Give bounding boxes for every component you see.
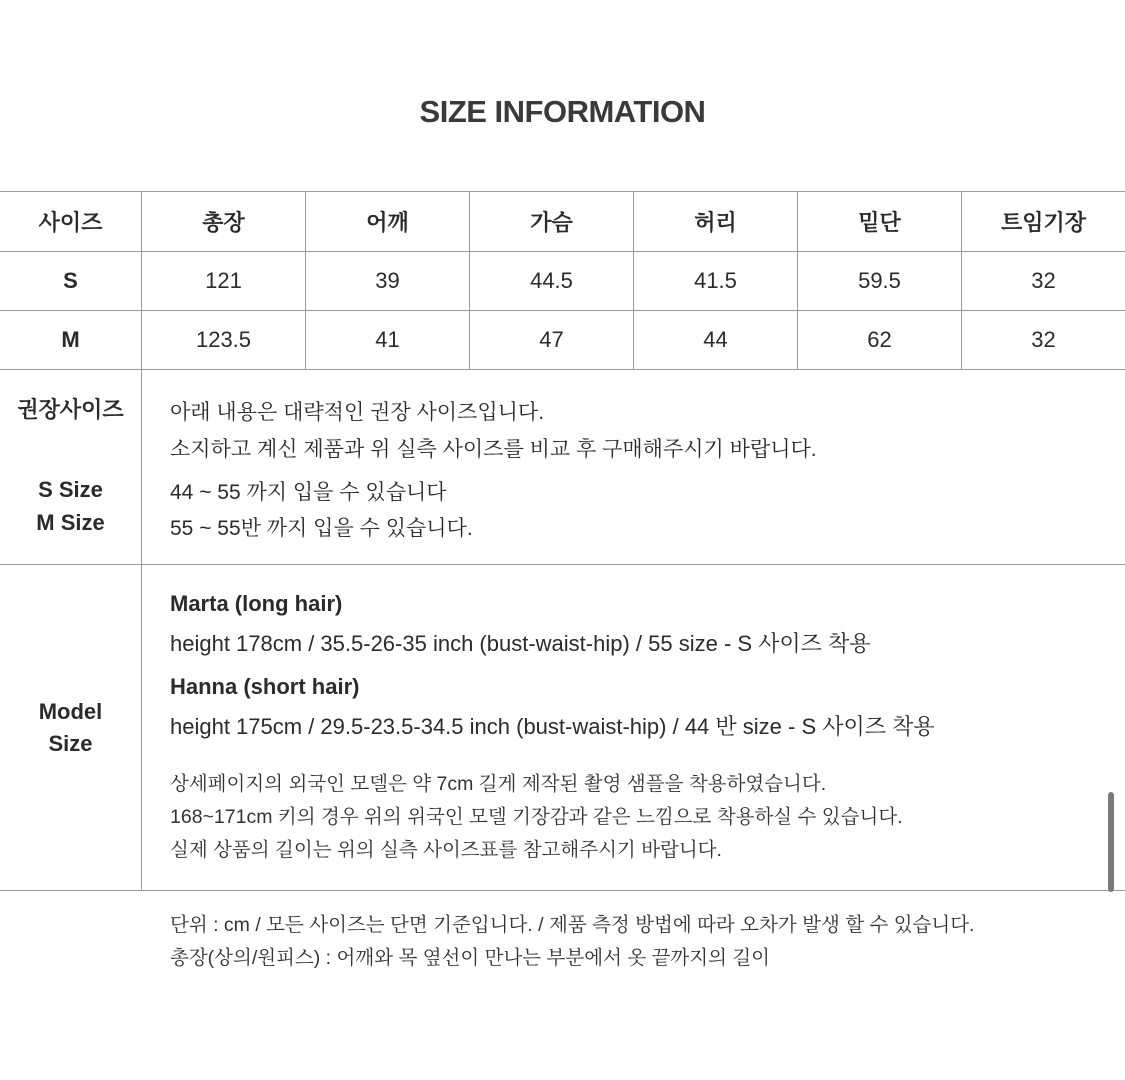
model-name: Marta (long hair) — [170, 591, 343, 616]
recommend-note: 소지하고 계신 제품과 위 실측 사이즈를 비교 후 구매해주시기 바랍니다. — [170, 438, 817, 461]
table-row-size-label: M — [61, 327, 80, 352]
table-cell: 44.5 — [530, 268, 573, 293]
table-cell: 121 — [205, 268, 242, 293]
table-header-waist: 허리 — [694, 209, 737, 235]
table-header-size: 사이즈 — [38, 209, 103, 235]
footer-note: 단위 : cm / 모든 사이즈는 단면 기준입니다. / 제품 측정 방법에 따라 오차가 발생 할 수 있습니다. — [170, 914, 975, 936]
model-label: Size — [48, 731, 93, 756]
model-detail: height 178cm / 35.5-26-35 inch (bust-waist-hip) / 55 size - S 사이즈 착용 — [170, 631, 871, 656]
model-note: 상세페이지의 외국인 모델은 약 7cm 길게 제작된 촬영 샘플을 착용하였습니다. — [170, 773, 827, 795]
footer-note: 총장(상의/원피스) : 어깨와 목 옆선이 만나는 부분에서 옷 끝까지의 길이 — [170, 947, 771, 969]
model-note: 실제 상품의 길이는 위의 실측 사이즈표를 참고해주시기 바랍니다. — [170, 839, 722, 861]
model-name: Hanna (short hair) — [170, 674, 360, 699]
recommend-size-label-m: M Size — [36, 510, 105, 535]
table-cell: 41.5 — [694, 268, 737, 293]
table-header-total-length: 총장 — [202, 209, 245, 235]
table-cell: 32 — [1031, 268, 1056, 293]
table-cell: 44 — [703, 327, 728, 352]
table-cell: 62 — [867, 327, 892, 352]
table-header-chest: 가슴 — [530, 209, 573, 235]
recommend-label: 권장사이즈 — [17, 397, 124, 422]
table-row-divider — [0, 369, 1125, 370]
recommend-size-s-text: 44 ~ 55 까지 입을 수 있습니다 — [170, 481, 447, 504]
table-row-size-label: S — [63, 268, 78, 293]
page-title: SIZE INFORMATION — [419, 94, 706, 129]
table-header-hem: 밑단 — [858, 209, 901, 235]
table-cell: 123.5 — [195, 327, 252, 352]
section-divider — [0, 890, 1125, 891]
recommend-size-label-s: S Size — [38, 477, 103, 502]
scrollbar[interactable] — [1108, 792, 1114, 892]
recommend-note: 아래 내용은 대략적인 권장 사이즈입니다. — [170, 401, 545, 424]
table-cell: 41 — [375, 327, 400, 352]
section-divider — [0, 564, 1125, 565]
table-header-slit-length: 트임기장 — [1000, 209, 1086, 235]
table-cell: 32 — [1031, 327, 1056, 352]
model-note: 168~171cm 키의 경우 위의 위국인 모델 기장감과 같은 느낌으로 착용하실 수 있습니다. — [170, 806, 903, 828]
table-cell: 39 — [375, 268, 400, 293]
model-detail: height 175cm / 29.5-23.5-34.5 inch (bust-waist-hip) / 44 반 size - S 사이즈 착용 — [170, 714, 935, 739]
model-label: Model — [38, 699, 103, 724]
recommend-size-m-text: 55 ~ 55반 까지 입을 수 있습니다. — [170, 517, 473, 540]
table-header-shoulder: 어깨 — [366, 209, 409, 235]
table-cell: 59.5 — [858, 268, 901, 293]
table-cell: 47 — [539, 327, 564, 352]
